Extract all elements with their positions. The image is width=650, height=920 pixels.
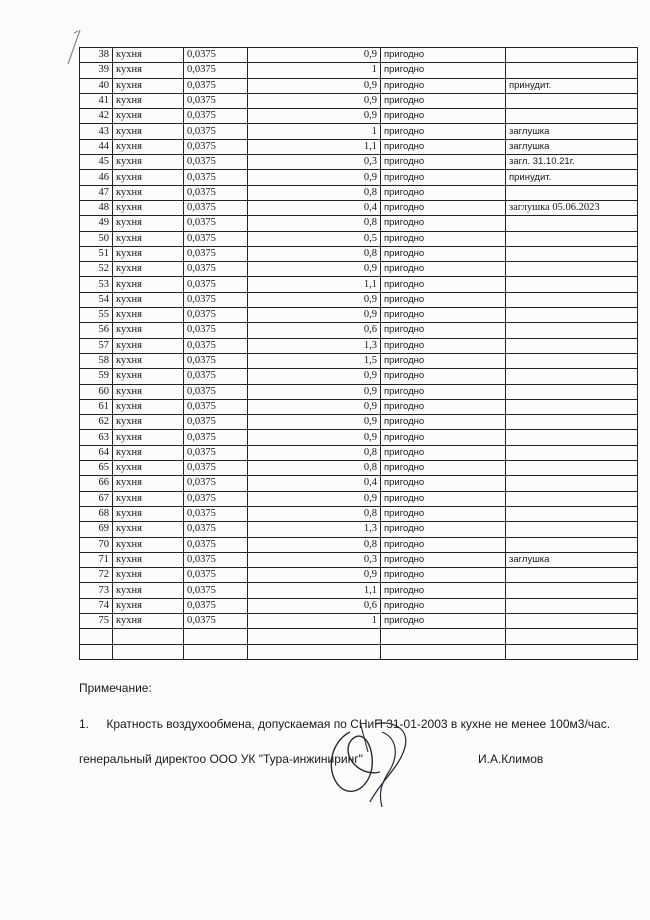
value-cell: 0,9 — [248, 568, 381, 583]
note-text: Кратность воздухообмена, допускаемая по СНиП 31-01-2003 в кухне не менее 100м3/час. — [106, 717, 611, 731]
table-row — [80, 537, 638, 552]
row-number: 64 — [80, 445, 113, 460]
empty-cell — [80, 644, 113, 659]
room-cell: кухня — [113, 399, 184, 414]
note-cell — [506, 384, 638, 399]
rate-cell: 0,0375 — [184, 613, 248, 628]
status-cell: пригодно — [381, 583, 506, 598]
room-cell: кухня — [113, 415, 184, 430]
table-row — [80, 491, 638, 506]
note-cell — [506, 262, 638, 277]
empty-cell — [381, 629, 506, 644]
table-row — [80, 63, 638, 78]
row-number: 59 — [80, 369, 113, 384]
note-cell — [506, 109, 638, 124]
row-number: 40 — [80, 78, 113, 93]
value-cell: 1,1 — [248, 139, 381, 154]
row-number: 61 — [80, 399, 113, 414]
note-cell — [506, 522, 638, 537]
room-cell: кухня — [113, 185, 184, 200]
row-number: 69 — [80, 522, 113, 537]
value-cell: 0,9 — [248, 430, 381, 445]
row-number: 63 — [80, 430, 113, 445]
status-cell: пригодно — [381, 48, 506, 63]
rate-cell: 0,0375 — [184, 369, 248, 384]
note-cell — [506, 598, 638, 613]
row-number: 68 — [80, 506, 113, 521]
note-cell — [506, 369, 638, 384]
note-cell — [506, 506, 638, 521]
rate-cell: 0,0375 — [184, 461, 248, 476]
table-row — [80, 613, 638, 628]
note-cell — [506, 185, 638, 200]
status-cell: пригодно — [381, 445, 506, 460]
rate-cell: 0,0375 — [184, 338, 248, 353]
table-row — [80, 552, 638, 567]
value-cell: 0,9 — [248, 262, 381, 277]
room-cell: кухня — [113, 552, 184, 567]
table-row — [80, 262, 638, 277]
note-cell — [506, 430, 638, 445]
room-cell: кухня — [113, 323, 184, 338]
row-number: 51 — [80, 246, 113, 261]
value-cell: 1 — [248, 613, 381, 628]
value-cell: 0,9 — [248, 308, 381, 323]
handwritten-signature — [320, 712, 430, 812]
status-cell: пригодно — [381, 613, 506, 628]
value-cell: 0,8 — [248, 185, 381, 200]
table-row — [80, 476, 638, 491]
row-number: 60 — [80, 384, 113, 399]
status-cell: пригодно — [381, 155, 506, 170]
room-cell: кухня — [113, 246, 184, 261]
note-cell: принудит. — [506, 170, 638, 185]
empty-cell — [248, 629, 381, 644]
row-number: 66 — [80, 476, 113, 491]
room-cell: кухня — [113, 170, 184, 185]
room-cell: кухня — [113, 231, 184, 246]
rate-cell: 0,0375 — [184, 124, 248, 139]
rate-cell: 0,0375 — [184, 185, 248, 200]
table-row — [80, 598, 638, 613]
row-number: 49 — [80, 216, 113, 231]
status-cell: пригодно — [381, 216, 506, 231]
table-row — [80, 323, 638, 338]
room-cell: кухня — [113, 277, 184, 292]
room-cell: кухня — [113, 78, 184, 93]
note-cell — [506, 461, 638, 476]
value-cell: 0,8 — [248, 246, 381, 261]
value-cell: 1,3 — [248, 522, 381, 537]
table-row — [80, 583, 638, 598]
rate-cell: 0,0375 — [184, 583, 248, 598]
note-cell — [506, 93, 638, 108]
value-cell: 0,9 — [248, 292, 381, 307]
empty-cell — [506, 629, 638, 644]
value-cell: 0,8 — [248, 461, 381, 476]
note-cell — [506, 445, 638, 460]
value-cell: 1,3 — [248, 338, 381, 353]
empty-cell — [381, 644, 506, 659]
room-cell: кухня — [113, 200, 184, 215]
status-cell: пригодно — [381, 262, 506, 277]
rate-cell: 0,0375 — [184, 231, 248, 246]
rate-cell: 0,0375 — [184, 537, 248, 552]
note-cell — [506, 537, 638, 552]
row-number: 42 — [80, 109, 113, 124]
value-cell: 0,9 — [248, 93, 381, 108]
value-cell: 0,3 — [248, 552, 381, 567]
rate-cell: 0,0375 — [184, 78, 248, 93]
status-cell: пригодно — [381, 292, 506, 307]
table-row — [80, 415, 638, 430]
rate-cell: 0,0375 — [184, 430, 248, 445]
row-number: 46 — [80, 170, 113, 185]
value-cell: 0,9 — [248, 415, 381, 430]
value-cell: 1,5 — [248, 353, 381, 368]
value-cell: 0,9 — [248, 78, 381, 93]
room-cell: кухня — [113, 568, 184, 583]
table-row — [80, 139, 638, 154]
table-row — [80, 445, 638, 460]
status-cell: пригодно — [381, 353, 506, 368]
value-cell: 0,9 — [248, 109, 381, 124]
rate-cell: 0,0375 — [184, 139, 248, 154]
rate-cell: 0,0375 — [184, 109, 248, 124]
room-cell: кухня — [113, 430, 184, 445]
status-cell: пригодно — [381, 63, 506, 78]
table-row — [80, 216, 638, 231]
room-cell: кухня — [113, 353, 184, 368]
row-number: 47 — [80, 185, 113, 200]
status-cell: пригодно — [381, 323, 506, 338]
note-cell — [506, 231, 638, 246]
row-number: 48 — [80, 200, 113, 215]
row-number: 72 — [80, 568, 113, 583]
table-row — [80, 292, 638, 307]
table-row — [80, 568, 638, 583]
rate-cell: 0,0375 — [184, 292, 248, 307]
row-number: 39 — [80, 63, 113, 78]
status-cell: пригодно — [381, 552, 506, 567]
value-cell: 0,8 — [248, 445, 381, 460]
rate-cell: 0,0375 — [184, 476, 248, 491]
note-number: 1. — [79, 717, 90, 731]
value-cell: 1,1 — [248, 277, 381, 292]
status-cell: пригодно — [381, 461, 506, 476]
row-number: 57 — [80, 338, 113, 353]
rate-cell: 0,0375 — [184, 170, 248, 185]
status-cell: пригодно — [381, 170, 506, 185]
note-cell — [506, 491, 638, 506]
note-cell — [506, 415, 638, 430]
status-cell: пригодно — [381, 93, 506, 108]
empty-cell — [80, 629, 113, 644]
note-cell: принудит. — [506, 78, 638, 93]
rate-cell: 0,0375 — [184, 200, 248, 215]
table-row — [80, 506, 638, 521]
row-number: 54 — [80, 292, 113, 307]
note-cell — [506, 216, 638, 231]
table-row — [80, 522, 638, 537]
status-cell: пригодно — [381, 491, 506, 506]
rate-cell: 0,0375 — [184, 522, 248, 537]
rate-cell: 0,0375 — [184, 155, 248, 170]
table-row — [80, 231, 638, 246]
status-cell: пригодно — [381, 522, 506, 537]
status-cell: пригодно — [381, 399, 506, 414]
table-row — [80, 461, 638, 476]
room-cell: кухня — [113, 598, 184, 613]
row-number: 74 — [80, 598, 113, 613]
room-cell: кухня — [113, 292, 184, 307]
room-cell: кухня — [113, 63, 184, 78]
room-cell: кухня — [113, 48, 184, 63]
rate-cell: 0,0375 — [184, 491, 248, 506]
room-cell: кухня — [113, 369, 184, 384]
status-cell: пригодно — [381, 598, 506, 613]
note-cell — [506, 246, 638, 261]
room-cell: кухня — [113, 476, 184, 491]
table-row — [80, 338, 638, 353]
room-cell: кухня — [113, 522, 184, 537]
value-cell: 0,3 — [248, 155, 381, 170]
empty-cell — [113, 629, 184, 644]
row-number: 43 — [80, 124, 113, 139]
table-row — [80, 170, 638, 185]
room-cell: кухня — [113, 491, 184, 506]
table-row — [80, 353, 638, 368]
status-cell: пригодно — [381, 384, 506, 399]
note-cell: заглушка — [506, 124, 638, 139]
table-row — [80, 399, 638, 414]
rate-cell: 0,0375 — [184, 384, 248, 399]
rate-cell: 0,0375 — [184, 552, 248, 567]
room-cell: кухня — [113, 506, 184, 521]
rate-cell: 0,0375 — [184, 308, 248, 323]
signer-name: И.А.Климов — [478, 752, 544, 766]
value-cell: 0,9 — [248, 384, 381, 399]
value-cell: 0,9 — [248, 399, 381, 414]
note-cell — [506, 277, 638, 292]
value-cell: 0,9 — [248, 170, 381, 185]
empty-cell — [248, 644, 381, 659]
value-cell: 0,8 — [248, 216, 381, 231]
room-cell: кухня — [113, 139, 184, 154]
status-cell: пригодно — [381, 369, 506, 384]
room-cell: кухня — [113, 445, 184, 460]
status-cell: пригодно — [381, 185, 506, 200]
note-cell: заглушка — [506, 552, 638, 567]
status-cell: пригодно — [381, 277, 506, 292]
table-row — [80, 384, 638, 399]
empty-cell — [184, 629, 248, 644]
row-number: 50 — [80, 231, 113, 246]
row-number: 45 — [80, 155, 113, 170]
empty-cell — [184, 644, 248, 659]
room-cell: кухня — [113, 155, 184, 170]
room-cell: кухня — [113, 262, 184, 277]
empty-table-row — [80, 629, 638, 644]
note-cell — [506, 63, 638, 78]
status-cell: пригодно — [381, 231, 506, 246]
empty-cell — [113, 644, 184, 659]
row-number: 53 — [80, 277, 113, 292]
room-cell: кухня — [113, 338, 184, 353]
row-number: 67 — [80, 491, 113, 506]
table-row — [80, 246, 638, 261]
row-number: 71 — [80, 552, 113, 567]
note-cell — [506, 338, 638, 353]
status-cell: пригодно — [381, 476, 506, 491]
note-cell — [506, 48, 638, 63]
rate-cell: 0,0375 — [184, 445, 248, 460]
row-number: 62 — [80, 415, 113, 430]
room-cell: кухня — [113, 537, 184, 552]
value-cell: 0,4 — [248, 476, 381, 491]
status-cell: пригодно — [381, 506, 506, 521]
status-cell: пригодно — [381, 537, 506, 552]
value-cell: 1 — [248, 124, 381, 139]
note-cell — [506, 292, 638, 307]
rate-cell: 0,0375 — [184, 323, 248, 338]
table-row — [80, 109, 638, 124]
room-cell: кухня — [113, 461, 184, 476]
note-cell — [506, 399, 638, 414]
rate-cell: 0,0375 — [184, 262, 248, 277]
row-number: 55 — [80, 308, 113, 323]
row-number: 73 — [80, 583, 113, 598]
table-row — [80, 277, 638, 292]
note-cell: заглушка — [506, 139, 638, 154]
value-cell: 1,1 — [248, 583, 381, 598]
table-row — [80, 124, 638, 139]
status-cell: пригодно — [381, 246, 506, 261]
table-row — [80, 308, 638, 323]
rate-cell: 0,0375 — [184, 277, 248, 292]
rate-cell: 0,0375 — [184, 399, 248, 414]
room-cell: кухня — [113, 93, 184, 108]
value-cell: 0,6 — [248, 598, 381, 613]
status-cell: пригодно — [381, 568, 506, 583]
note-cell — [506, 568, 638, 583]
value-cell: 0,9 — [248, 369, 381, 384]
value-cell: 0,8 — [248, 537, 381, 552]
note-cell — [506, 583, 638, 598]
rate-cell: 0,0375 — [184, 598, 248, 613]
table-row — [80, 155, 638, 170]
value-cell: 0,5 — [248, 231, 381, 246]
note-cell — [506, 613, 638, 628]
note-cell: загл. 31.10.21г. — [506, 155, 638, 170]
row-number: 75 — [80, 613, 113, 628]
rate-cell: 0,0375 — [184, 93, 248, 108]
table-row — [80, 369, 638, 384]
status-cell: пригодно — [381, 415, 506, 430]
table-row — [80, 200, 638, 215]
rate-cell: 0,0375 — [184, 246, 248, 261]
table-row — [80, 430, 638, 445]
rate-cell: 0,0375 — [184, 216, 248, 231]
rate-cell: 0,0375 — [184, 568, 248, 583]
signer-position: генеральный директоо ООО УК "Тура-инжиниринг" — [79, 752, 363, 766]
room-cell: кухня — [113, 384, 184, 399]
status-cell: пригодно — [381, 200, 506, 215]
note-cell: заглушка 05.06.2023 — [506, 200, 638, 215]
value-cell: 0,4 — [248, 200, 381, 215]
empty-cell — [506, 644, 638, 659]
rate-cell: 0,0375 — [184, 48, 248, 63]
row-number: 65 — [80, 461, 113, 476]
room-cell: кухня — [113, 124, 184, 139]
value-cell: 0,8 — [248, 506, 381, 521]
room-cell: кухня — [113, 308, 184, 323]
status-cell: пригодно — [381, 338, 506, 353]
value-cell: 1 — [248, 63, 381, 78]
value-cell: 0,9 — [248, 491, 381, 506]
status-cell: пригодно — [381, 109, 506, 124]
status-cell: пригодно — [381, 124, 506, 139]
rate-cell: 0,0375 — [184, 506, 248, 521]
row-number: 70 — [80, 537, 113, 552]
status-cell: пригодно — [381, 78, 506, 93]
row-number: 38 — [80, 48, 113, 63]
table-row — [80, 78, 638, 93]
status-cell: пригодно — [381, 139, 506, 154]
note-cell — [506, 353, 638, 368]
table-row — [80, 48, 638, 63]
notes-title: Примечание: — [79, 681, 152, 695]
room-cell: кухня — [113, 583, 184, 598]
empty-table-row — [80, 644, 638, 659]
status-cell: пригодно — [381, 308, 506, 323]
note-cell — [506, 476, 638, 491]
table-row — [80, 93, 638, 108]
room-cell: кухня — [113, 613, 184, 628]
note-cell — [506, 323, 638, 338]
room-cell: кухня — [113, 216, 184, 231]
value-cell: 0,9 — [248, 48, 381, 63]
rate-cell: 0,0375 — [184, 415, 248, 430]
rate-cell: 0,0375 — [184, 63, 248, 78]
status-cell: пригодно — [381, 430, 506, 445]
row-number: 58 — [80, 353, 113, 368]
row-number: 56 — [80, 323, 113, 338]
row-number: 41 — [80, 93, 113, 108]
rate-cell: 0,0375 — [184, 353, 248, 368]
ventilation-table — [79, 47, 638, 660]
row-number: 44 — [80, 139, 113, 154]
row-number: 52 — [80, 262, 113, 277]
room-cell: кухня — [113, 109, 184, 124]
table-row — [80, 185, 638, 200]
value-cell: 0,6 — [248, 323, 381, 338]
note-cell — [506, 308, 638, 323]
